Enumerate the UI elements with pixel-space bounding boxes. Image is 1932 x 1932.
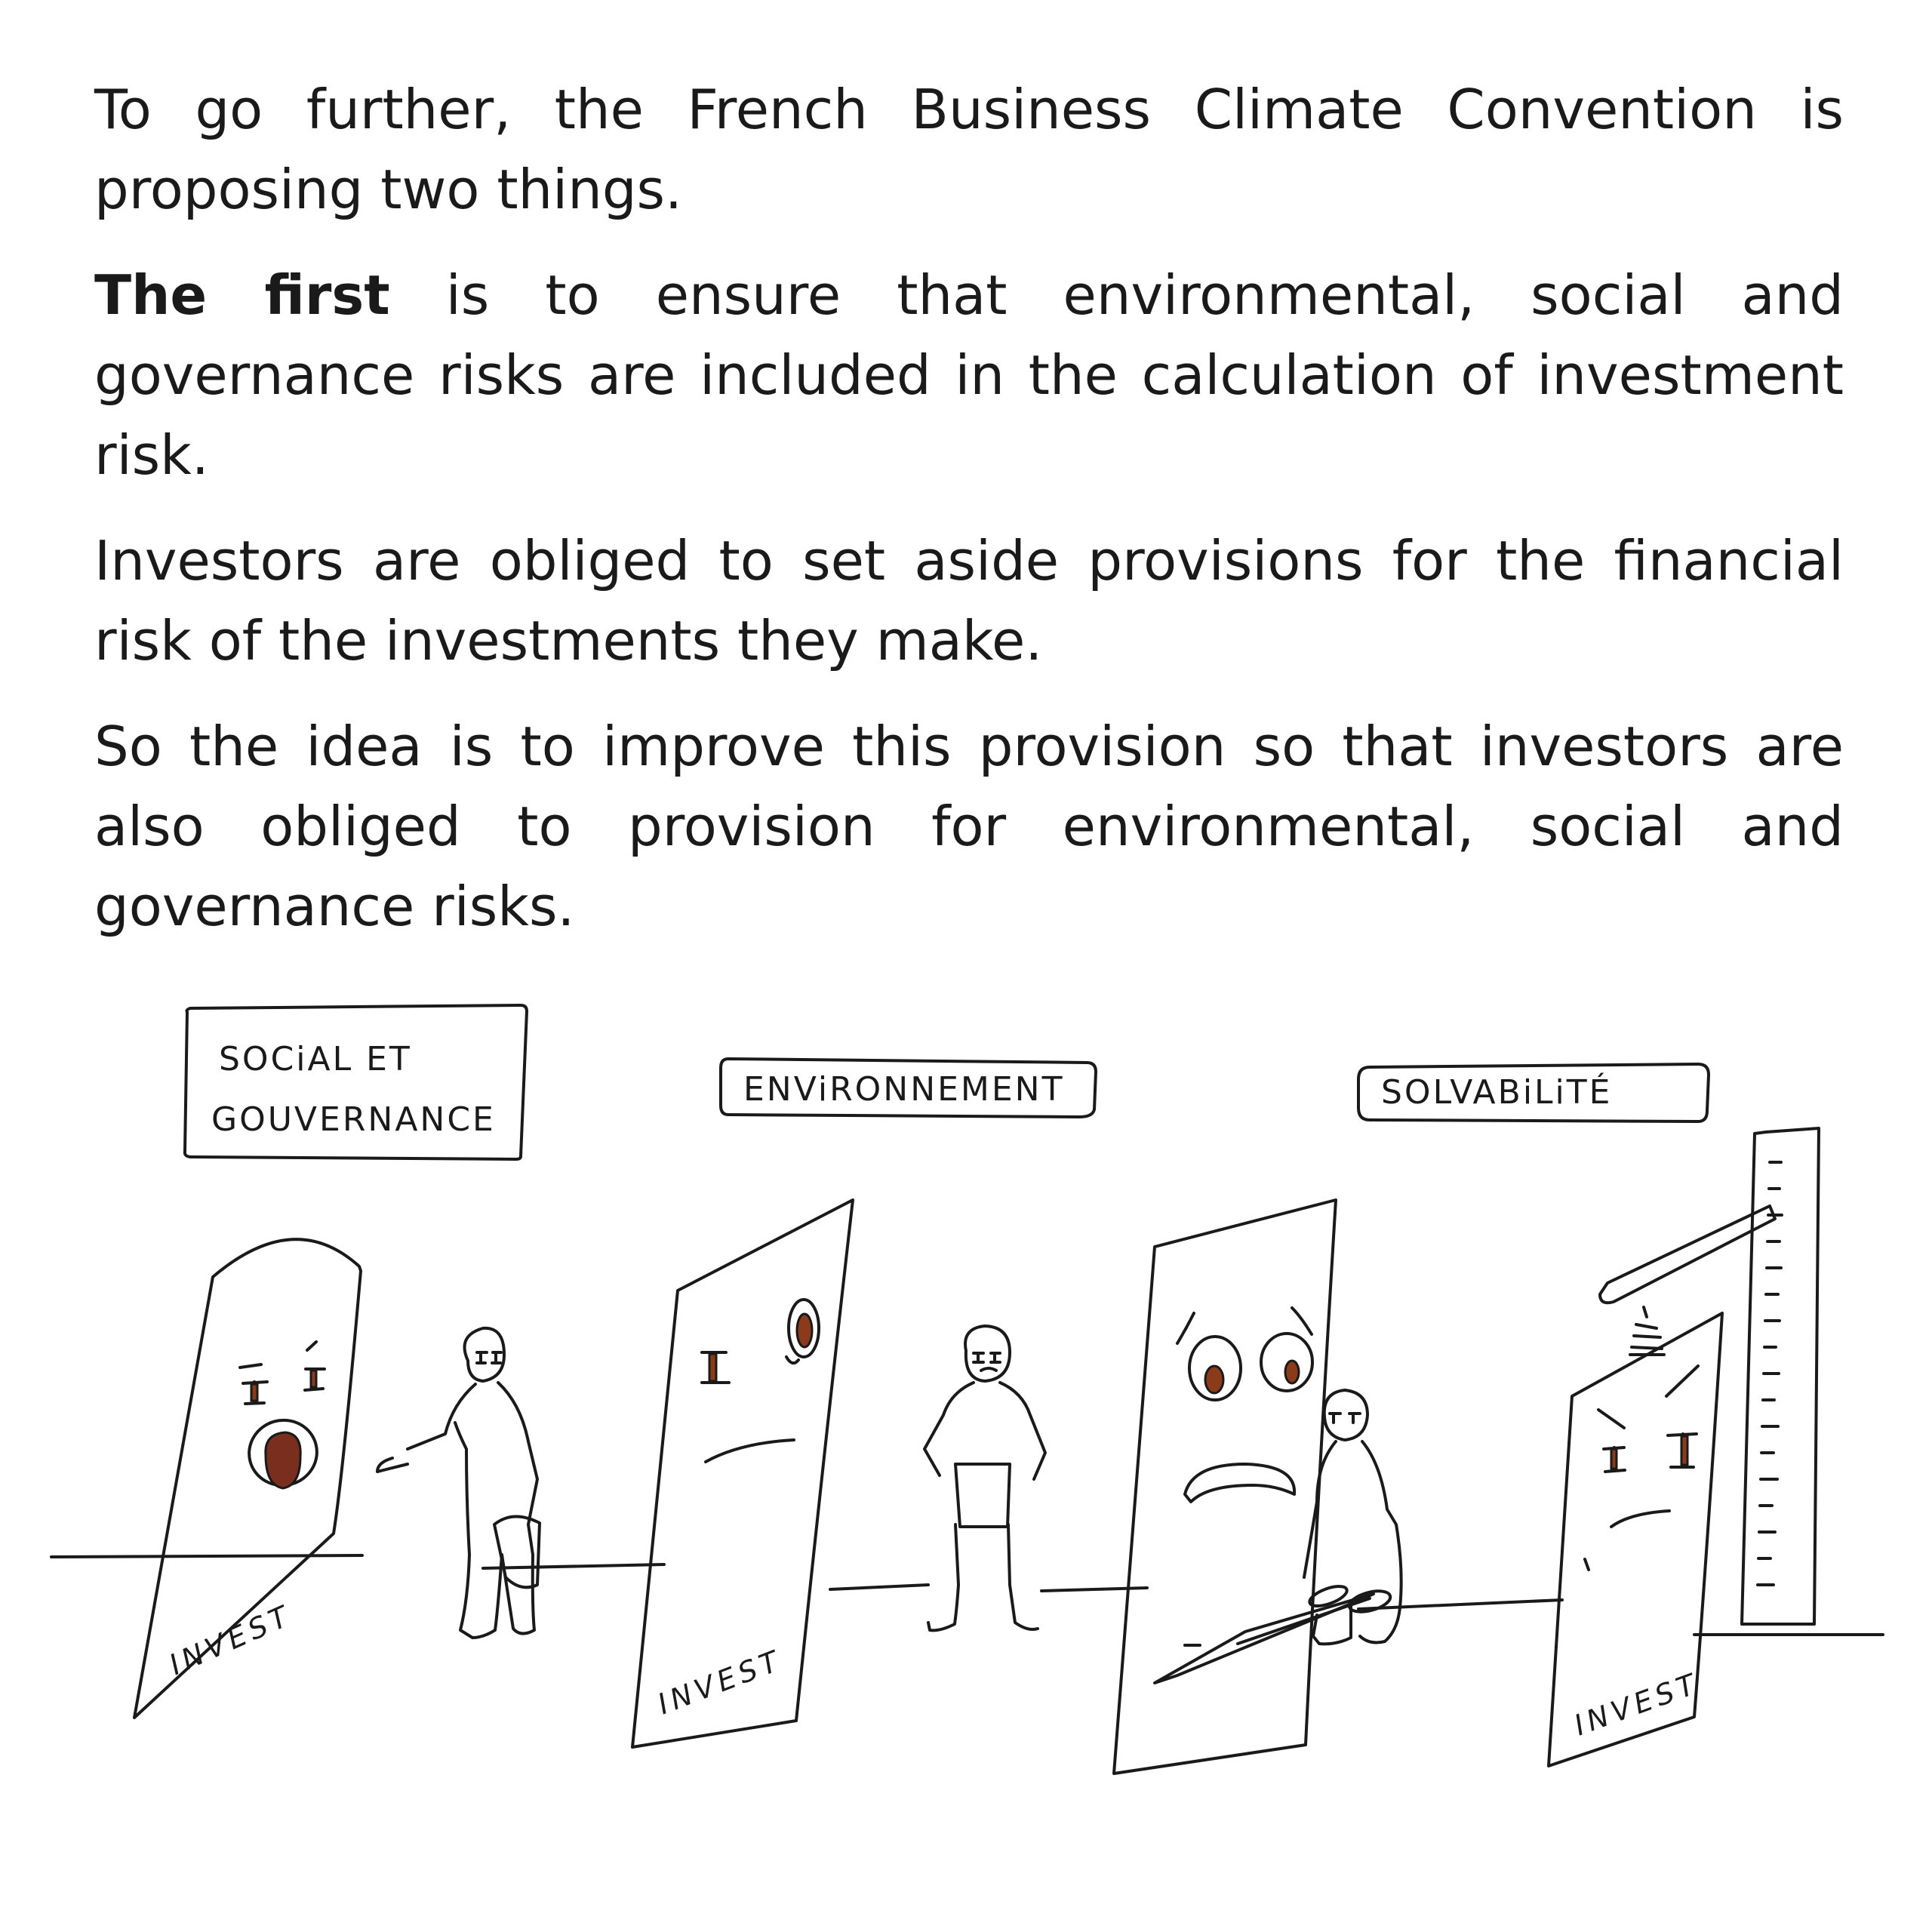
paper-1-left-pupil	[251, 1384, 257, 1401]
paper-3-left-brow	[1177, 1313, 1194, 1343]
scissors-icon	[1155, 1583, 1392, 1683]
paper-1-left-eyebrow	[240, 1364, 261, 1367]
paper-3-right-pupil	[1285, 1361, 1299, 1383]
paper-2-label: INVEST	[653, 1643, 787, 1721]
paper-character-3	[1114, 1200, 1336, 1774]
paper-2-right-pupil	[797, 1314, 812, 1347]
paper-2-right-brow	[786, 1357, 798, 1363]
paragraph-intro: To go further, the French Business Climate Convention is proposing two things.	[94, 78, 1844, 221]
paper-4-mouth	[1611, 1511, 1669, 1527]
paper-2-left-pupil	[709, 1354, 716, 1381]
paper-3-right-brow	[1292, 1308, 1312, 1334]
first-proposal-text: is to ensure that environmental, social and governance risks are included in the calculation of investment risk.	[94, 263, 1844, 487]
paper-1-label: INVEST	[164, 1598, 297, 1682]
paper-1-right-pupil	[311, 1371, 316, 1387]
paper-1-right-eyebrow	[307, 1342, 316, 1350]
measuring-ruler	[1600, 1128, 1819, 1624]
paper-3-right-eye	[1261, 1334, 1312, 1391]
paragraph-idea: So the idea is to improve this provision so that investors are also obliged to provision for environmental, social and governance risks.	[94, 715, 1844, 938]
person-1	[377, 1328, 540, 1638]
cartoon-illustration	[0, 981, 1932, 1811]
paper-3-mouth	[1185, 1464, 1294, 1502]
paper-4-right-eyebrow	[1666, 1366, 1698, 1396]
person-2	[924, 1326, 1045, 1630]
floor-line	[51, 1555, 1883, 1635]
body-text	[94, 69, 1844, 972]
paper-3-left-pupil	[1205, 1366, 1223, 1393]
sign-social-line1: SOCiAL ET	[219, 1040, 412, 1078]
paper-4-right-pupil	[1681, 1436, 1687, 1465]
sign-social-line2: GOUVERNANCE	[211, 1100, 496, 1139]
paper-4-label: INVEST	[1570, 1666, 1704, 1743]
paragraph-first-proposal	[94, 255, 1844, 495]
ruler-arm	[1600, 1206, 1775, 1303]
paper-4-left-pupil	[1611, 1449, 1617, 1469]
sign-solvency-label: SOLVABiLiTÉ	[1381, 1073, 1613, 1112]
paper-4-left-eyebrow	[1598, 1410, 1624, 1428]
tongue	[266, 1432, 300, 1488]
sign-environment-label: ENViRONNEMENT	[743, 1070, 1065, 1109]
paragraph-investors: Investors are obliged to set aside provisions for the financial risk of the investments they make.	[94, 529, 1844, 672]
first-label: The first	[94, 263, 390, 327]
person-2-paper	[955, 1464, 1010, 1527]
paper-2-mouth	[706, 1440, 794, 1462]
